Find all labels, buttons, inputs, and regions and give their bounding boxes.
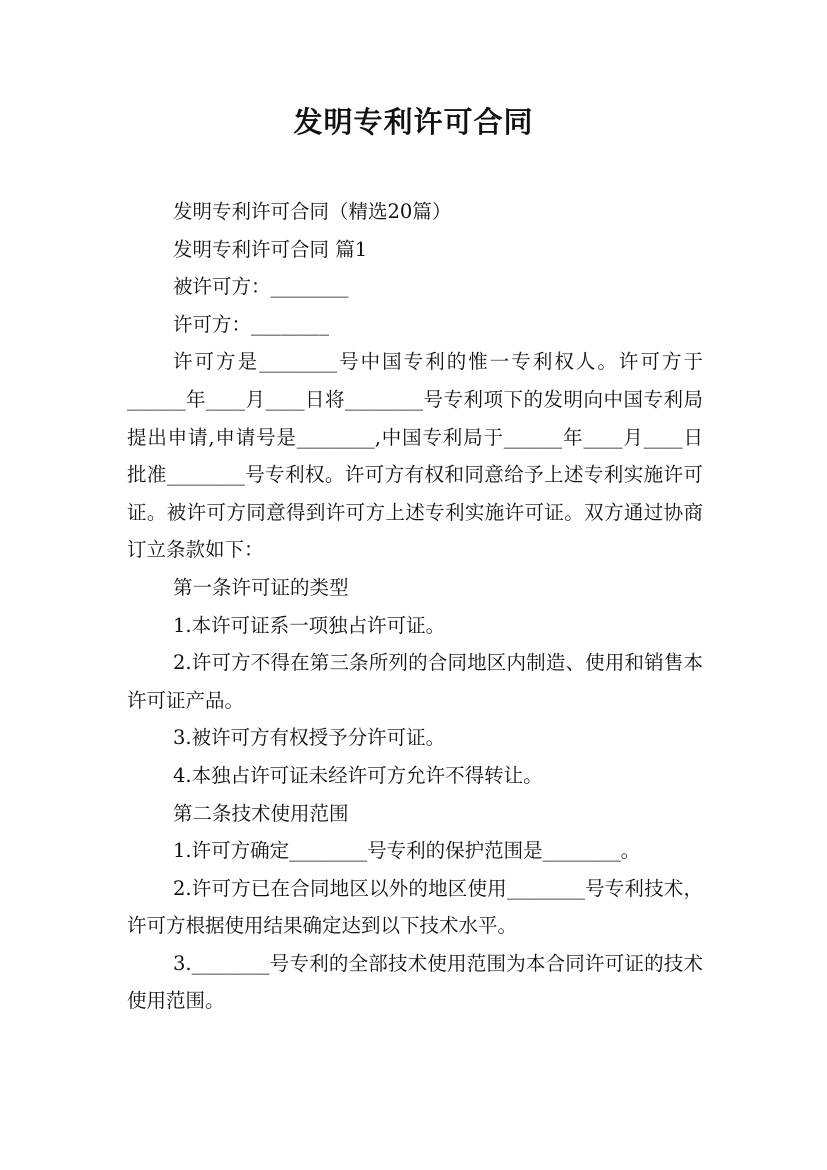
paragraph-article-1-item-4: 4.本独占许可证未经许可方允许不得转让。 (173, 763, 543, 787)
paragraph-article-2-item-3: 3.________号专利的全部技术使用范围为本合同许可证的技术使用范围。 (127, 951, 703, 1013)
paragraph-subtitle: 发明专利许可合同（精选20篇） (173, 200, 452, 223)
document-body (127, 193, 703, 1020)
paragraph-preamble: 许可方是________号中国专利的惟一专利权人。许可方于______年____月____日将________号专利项下的发明向中国专利局提出申请,申请号是________,中国专利局于______年____月____日批准________号专利权。许可方有权和同意给予上述专利实施许可证。被许可方同意得到许可方上述专利实施许可证。双方通过协商订立条款如下： (127, 350, 703, 562)
paragraph-article-1-item-1: 1.本许可证系一项独占许可证。 (173, 613, 446, 637)
paragraph-licensee: 被许可方：________ (173, 275, 349, 299)
paragraph-article-2-item-2: 2.许可方已在合同地区以外的地区使用________号专利技术，许可方根据使用结果确定达到以下技术水平。 (127, 876, 703, 938)
paragraph-section-heading: 发明专利许可合同 篇1 (173, 237, 368, 261)
paragraph-article-1-item-3: 3.被许可方有权授予分许可证。 (173, 726, 446, 750)
paragraph-article-2-item-1: 1.许可方确定________号专利的保护范围是________。 (173, 839, 641, 863)
document-title: 发明专利许可合同 (293, 105, 534, 139)
paragraph-article-1-item-2: 2.许可方不得在第三条所列的合同地区内制造、使用和销售本许可证产品。 (127, 651, 703, 712)
paragraph-article-1-heading: 第一条许可证的类型 (173, 575, 349, 599)
paragraph-licensor: 许可方：________ (173, 312, 330, 336)
paragraph-article-2-heading: 第二条技术使用范围 (173, 801, 349, 825)
